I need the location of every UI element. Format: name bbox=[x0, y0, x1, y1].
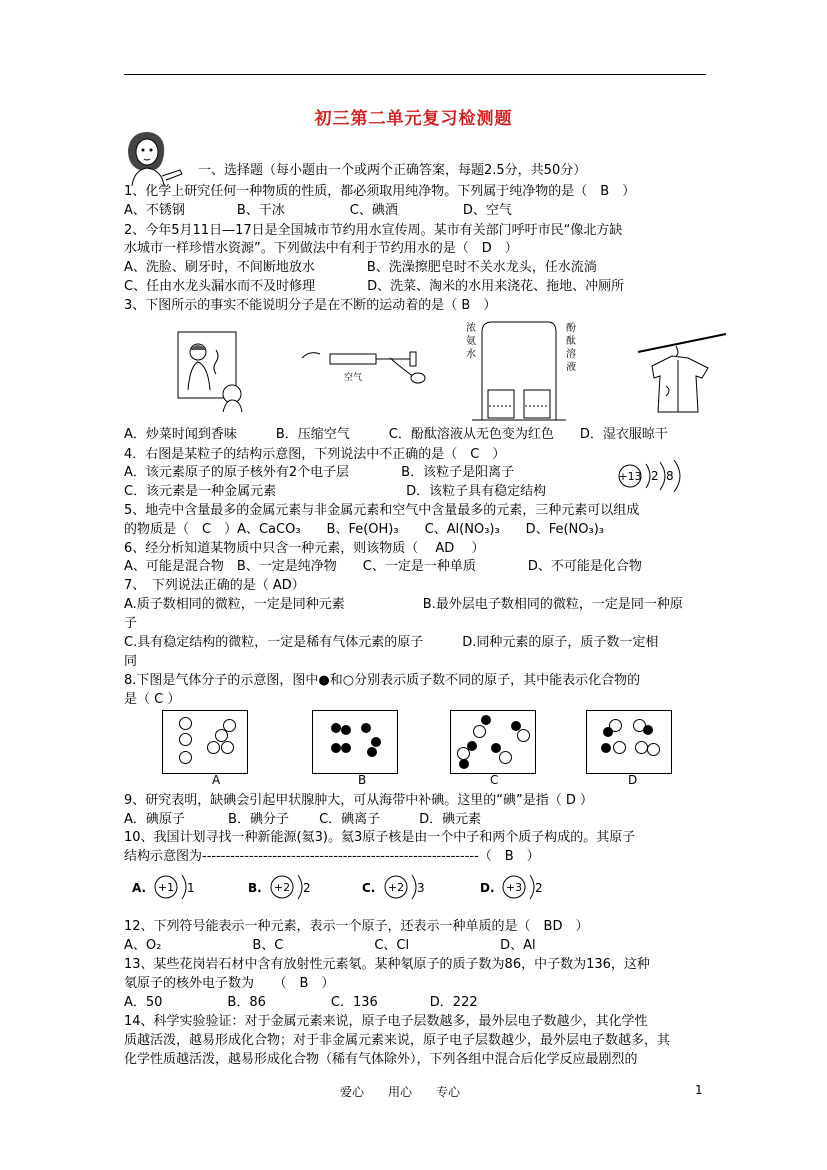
page-footer: 爱心 用心 专心 bbox=[340, 1085, 461, 1099]
q10-option-d bbox=[480, 872, 550, 906]
q12-options: A、O₂ B、C C、Cl D、Al bbox=[124, 938, 536, 953]
q7-options-4: 同 bbox=[124, 654, 138, 669]
page-number: 1 bbox=[695, 1083, 703, 1097]
q2-stem-2: 水城市一样珍惜水资源”。下列做法中有利于节约用水的是（ D ） bbox=[124, 241, 518, 256]
q14-stem-2: 质越活泼，越易形成化合物；对于非金属元素来说，原子电子层数越少，最外层电子数越多，其 bbox=[124, 1033, 671, 1048]
q10-option-d-nucleus: +3 bbox=[505, 881, 523, 894]
gas-label-b: B bbox=[358, 773, 367, 787]
q4-options-2: C．该元素是一种金属元素 D．该粒子具有稳定结构 bbox=[124, 484, 547, 499]
q6-options: A、可能是混合物 B、一定是纯净物 C、一定是一种单质 D、不可能是化合物 bbox=[124, 559, 642, 574]
q13-options: A．50 B．86 C．136 D．222 bbox=[124, 995, 478, 1010]
gas-box-d bbox=[586, 710, 672, 774]
q10-option-a-letter: A. bbox=[132, 881, 147, 895]
q3-stem: 3、下图所示的事实不能说明分子是在不断的运动着的是（ B ） bbox=[124, 298, 497, 313]
q12-stem: 12、下列符号能表示一种元素，表示一个原子，还表示一种单质的是（ BD ） bbox=[124, 919, 589, 934]
q3-options: A．炒菜时闻到香味 B．压缩空气 C．酚酞溶液从无色变为红色 D．湿衣服晾干 bbox=[124, 427, 668, 442]
section-heading: 一、选择题（每小题由一个或两个正确答案，每题2.5分，共50分） bbox=[198, 163, 587, 178]
q10-option-a-nucleus: +1 bbox=[157, 881, 175, 894]
drying-clothes-figure bbox=[636, 326, 728, 416]
q10-option-a bbox=[132, 872, 202, 906]
q7-options-3: C.具有稳定结构的微粒，一定是稀有气体元素的原子 D.同种元素的原子，质子数一定相 bbox=[124, 635, 659, 650]
q7-stem: 7、 下列说法正确的是（ AD） bbox=[124, 578, 305, 593]
q13-stem-1: 13、某些花岗岩石材中含有放射性元素氡。某种氡原子的质子数为86，中子数为136，这种 bbox=[124, 957, 650, 972]
q10-stem-2: 结构示意图为-----------------------------------------------------------（ B ） bbox=[124, 849, 540, 864]
q2-options-1: A、洗脸、刷牙时，不间断地放水 B、洗澡擦肥皂时不关水龙头，任水流淌 bbox=[124, 260, 597, 275]
q10-option-b bbox=[248, 872, 318, 906]
q7-options-1: A.质子数相同的微粒，一定是同种元素 B.最外层电子数相同的微粒，一定是同一种原 bbox=[124, 597, 683, 612]
q14-stem-3: 化学性质越活泼，越易形成化合物（稀有气体除外），下列各组中混合后化学反应最剧烈的 bbox=[124, 1052, 638, 1067]
q8-stem-2: 是（ C ） bbox=[124, 692, 181, 707]
q5-stem-2: 的物质是（ C ）A、CaCO₃ B、Fe(OH)₃ C、Al(NO₃)₃ D、Fe(NO₃)₃ bbox=[124, 522, 604, 537]
q10-option-b-nucleus: +2 bbox=[273, 881, 291, 894]
cooking-smell-figure bbox=[176, 330, 246, 412]
gas-box-b bbox=[312, 710, 398, 774]
q10-option-d-letter: D. bbox=[480, 881, 495, 895]
gas-box-a bbox=[162, 710, 248, 774]
air-label: 空气 bbox=[344, 373, 363, 383]
svg-text:8: 8 bbox=[666, 469, 674, 483]
page-title: 初三第二单元复习检测题 bbox=[314, 109, 513, 129]
q1-stem: 1、化学上研究任何一种物质的性质，都必须取用纯净物。下列属于纯净物的是（ B ） bbox=[124, 184, 636, 199]
q4-options-1: A．该元素原子的原子核外有2个电子层 B．该粒子是阳离子 bbox=[124, 465, 515, 480]
gas-box-c bbox=[450, 710, 536, 774]
phenolphthalein-label: 酚酞溶液 bbox=[566, 323, 576, 373]
q10-option-b-letter: B. bbox=[248, 881, 262, 895]
q10-option-c-nucleus: +2 bbox=[387, 881, 405, 894]
header-rule bbox=[124, 74, 706, 75]
gas-label-a: A bbox=[212, 773, 221, 787]
q9-stem: 9、研究表明，缺碘会引起甲状腺肿大，可从海带中补碘。这里的“碘”是指（ D ） bbox=[124, 793, 594, 808]
q4-particle-structure-figure bbox=[612, 458, 694, 494]
q10-option-c-letter: C. bbox=[362, 881, 376, 895]
q7-options-2: 子 bbox=[124, 616, 138, 631]
q9-options: A．碘原子 B．碘分子 C．碘离子 D．碘元素 bbox=[124, 812, 482, 827]
q6-stem: 6、经分析知道某物质中只含一种元素，则该物质（ AD ） bbox=[124, 541, 485, 556]
q10-option-c bbox=[362, 872, 432, 906]
gas-label-d: D bbox=[628, 773, 638, 787]
q13-stem-2: 氡原子的核外电子数为 （ B ） bbox=[124, 976, 335, 991]
beaker-experiment-figure bbox=[462, 320, 570, 424]
q2-options-2: C、任由水龙头漏水而不及时修理 D、洗菜、淘米的水用来浇花、拖地、冲厕所 bbox=[124, 279, 625, 294]
q8-stem-1: 8.下图是气体分子的示意图，图中●和○分别表示质子数不同的原子，其中能表示化合物的 bbox=[124, 673, 641, 688]
svg-text:+13: +13 bbox=[618, 470, 642, 483]
q10-option-b-shell: 2 bbox=[303, 881, 311, 895]
ammonia-label: 浓氨水 bbox=[466, 323, 476, 360]
q1-options: A、不锈钢 B、干冰 C、碘酒 D、空气 bbox=[124, 203, 512, 218]
q4-stem: 4．右图是某粒子的结构示意图，下列说法中不正确的是（ C ） bbox=[124, 447, 506, 462]
q5-stem-1: 5、地壳中含量最多的金属元素与非金属元素和空气中含量最多的元素，三种元素可以组成 bbox=[124, 503, 640, 518]
q10-option-c-shell: 3 bbox=[417, 881, 425, 895]
svg-text:2: 2 bbox=[651, 469, 659, 483]
teacher-illustration bbox=[118, 128, 188, 186]
q2-stem-1: 2、今年5月11日—17日是全国城市节约用水宣传周。某市有关部门呼吁市民“像北方缺 bbox=[124, 223, 623, 238]
q10-stem-1: 10、我国计划寻找一种新能源(氦3)。氦3原子核是由一个中子和两个质子构成的。其原子 bbox=[124, 830, 636, 845]
q10-option-a-shell: 1 bbox=[187, 881, 195, 895]
q14-stem-1: 14、科学实验验证：对于金属元素来说，原子电子层数越多，最外层电子数越少，其化学性 bbox=[124, 1014, 648, 1029]
syringe-figure bbox=[300, 344, 430, 388]
gas-label-c: C bbox=[490, 773, 499, 787]
q10-option-d-shell: 2 bbox=[535, 881, 543, 895]
